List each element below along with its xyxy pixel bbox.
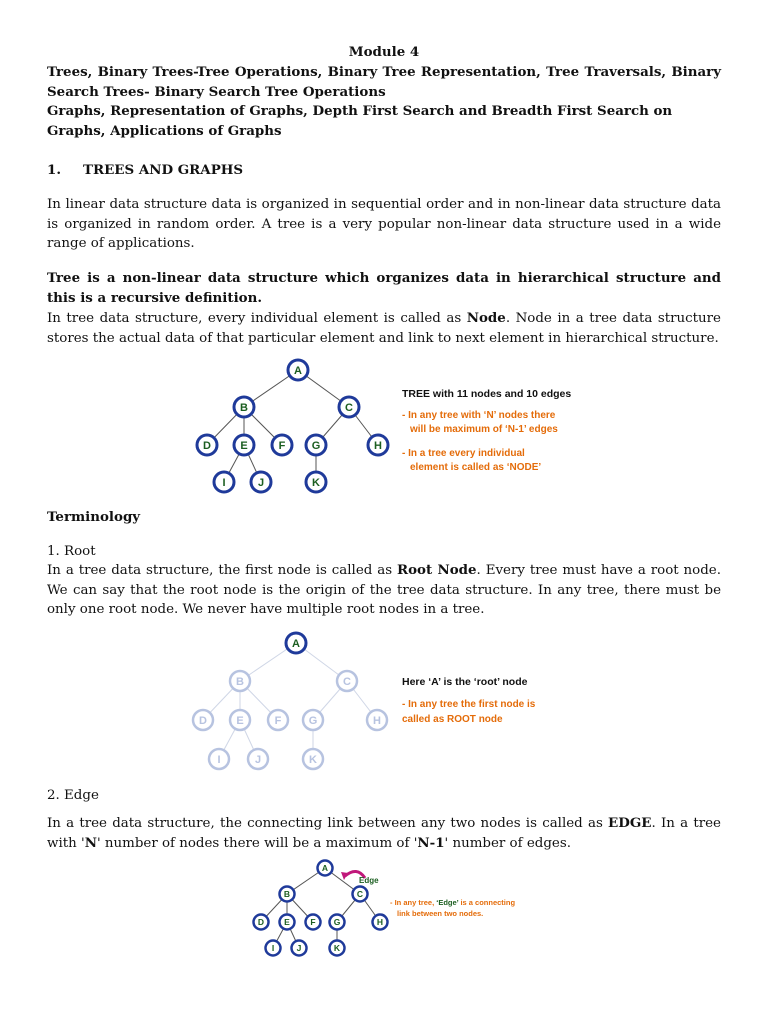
tree-definition: Tree is a non-linear data structure which organizes data in hierarchical structure and this is a recursive definition. (47, 270, 721, 306)
node-label: C (343, 676, 351, 688)
figure1-note1-a: - In any tree with ‘N’ nodes there (402, 410, 556, 421)
section-heading (47, 161, 721, 181)
node-label: K (312, 477, 320, 489)
node-label: A (321, 863, 329, 873)
terminology-heading: Terminology (47, 509, 141, 525)
root-paragraph (47, 561, 721, 620)
node-term: Node (466, 310, 506, 326)
node-para-before: In tree data structure, every individual element is called as (47, 311, 467, 326)
edge-n-minus-1: N-1 (417, 834, 445, 851)
node-label: J (257, 477, 265, 489)
figure3-note-line2: link between two nodes. (397, 909, 484, 918)
figure1-note1-b: will be maximum of ‘N-1’ edges (410, 424, 558, 435)
node-label: I (222, 477, 226, 489)
root-term: Root Node (397, 562, 477, 578)
module-title: Module 4 (348, 44, 420, 60)
figure2-note-b: called as ROOT node (402, 714, 503, 725)
node-label: B (236, 676, 244, 688)
edge-label: Edge (359, 876, 379, 885)
figure2-note-a: - In any tree the first node is (402, 699, 536, 710)
node-label: F (274, 715, 282, 727)
node-label: H (376, 917, 384, 927)
syllabus-line-1: Trees, Binary Trees-Tree Operations, Binary Tree Representation, Tree Traversals, Binary Search Trees- Binary Search Tree Operations (47, 64, 721, 100)
node-label: E (284, 917, 290, 927)
intro-paragraph: In linear data structure data is organized in sequential order and in non-linear data structure data is organized in random order. A tree is a very popular non-linear data structure used in a wide range of applications. (47, 197, 721, 252)
figure3-note-line1 (390, 898, 515, 907)
figure1-note2-b: element is called as ‘NODE’ (410, 462, 542, 473)
node-label: G (308, 715, 318, 727)
node-label: J (296, 943, 302, 953)
tree-figure-full (180, 355, 600, 500)
root-para-after: . Every tree must have a root node. We can say that the root node is the origin of the tree data structure. In any tree, there must be only one root node. We never have multiple root nodes in a tree. (47, 563, 721, 618)
node-label: D (199, 715, 207, 727)
node-label: H (373, 715, 381, 727)
figure2-caption: Here ‘A’ is the ‘root’ node (402, 676, 528, 688)
figure3-note-b: is a connecting (458, 898, 516, 907)
node-paragraph (47, 309, 721, 348)
tree-figure-root (180, 630, 600, 775)
figure3-note-a: - In any tree, (390, 898, 437, 907)
edge-heading: 2. Edge (47, 788, 99, 803)
node-label: B (283, 889, 291, 899)
node-label: K (333, 943, 341, 953)
section-number: 1. (47, 162, 61, 178)
node-label: I (217, 754, 221, 766)
edge-paragraph (47, 814, 721, 853)
section-title: TREES AND GRAPHS (83, 162, 244, 178)
node-label: J (254, 754, 262, 766)
node-label: G (333, 917, 341, 927)
node-label: D (257, 917, 265, 927)
edge-para-after: ' number of edges. (444, 835, 571, 851)
edge-para-mid2: ' number of nodes there will be a maximum of ' (96, 835, 418, 851)
root-para-before: In a tree data structure, the first node is called as (47, 563, 397, 578)
edge-n: N (84, 834, 97, 851)
node-label: K (309, 754, 317, 766)
node-label: D (203, 440, 211, 452)
node-label: C (356, 889, 364, 899)
root-heading: 1. Root (47, 544, 96, 559)
node-label: A (292, 638, 300, 650)
edge-para-mid: . In a tree with ' (47, 816, 721, 851)
figure3-note-edge: ‘Edge’ (436, 898, 459, 907)
node-label: E (236, 715, 244, 727)
node-label: F (278, 440, 286, 452)
node-para-after: . Node in a tree data structure stores the actual data of that particular element and link to next element in hierarchical structure. (47, 311, 721, 346)
syllabus-line-2: Graphs, Representation of Graphs, Depth First Search and Breadth First Search on Graphs, Applications of Graphs (47, 103, 673, 139)
node-label: I (271, 943, 275, 953)
edge-para-before: In a tree data structure, the connecting link between any two nodes is called as (47, 816, 609, 831)
node-label: A (294, 365, 302, 377)
tree-figure-edge (245, 856, 545, 960)
figure1-caption: TREE with 11 nodes and 10 edges (402, 388, 572, 400)
figure1-note2-a: - In a tree every individual (402, 448, 525, 459)
node-label: E (240, 440, 248, 452)
edge-term: EDGE (608, 815, 652, 831)
node-label: H (374, 440, 382, 452)
node-label: G (311, 440, 321, 452)
node-label: C (345, 402, 353, 414)
node-label: B (240, 402, 248, 414)
node-label: F (310, 917, 316, 927)
